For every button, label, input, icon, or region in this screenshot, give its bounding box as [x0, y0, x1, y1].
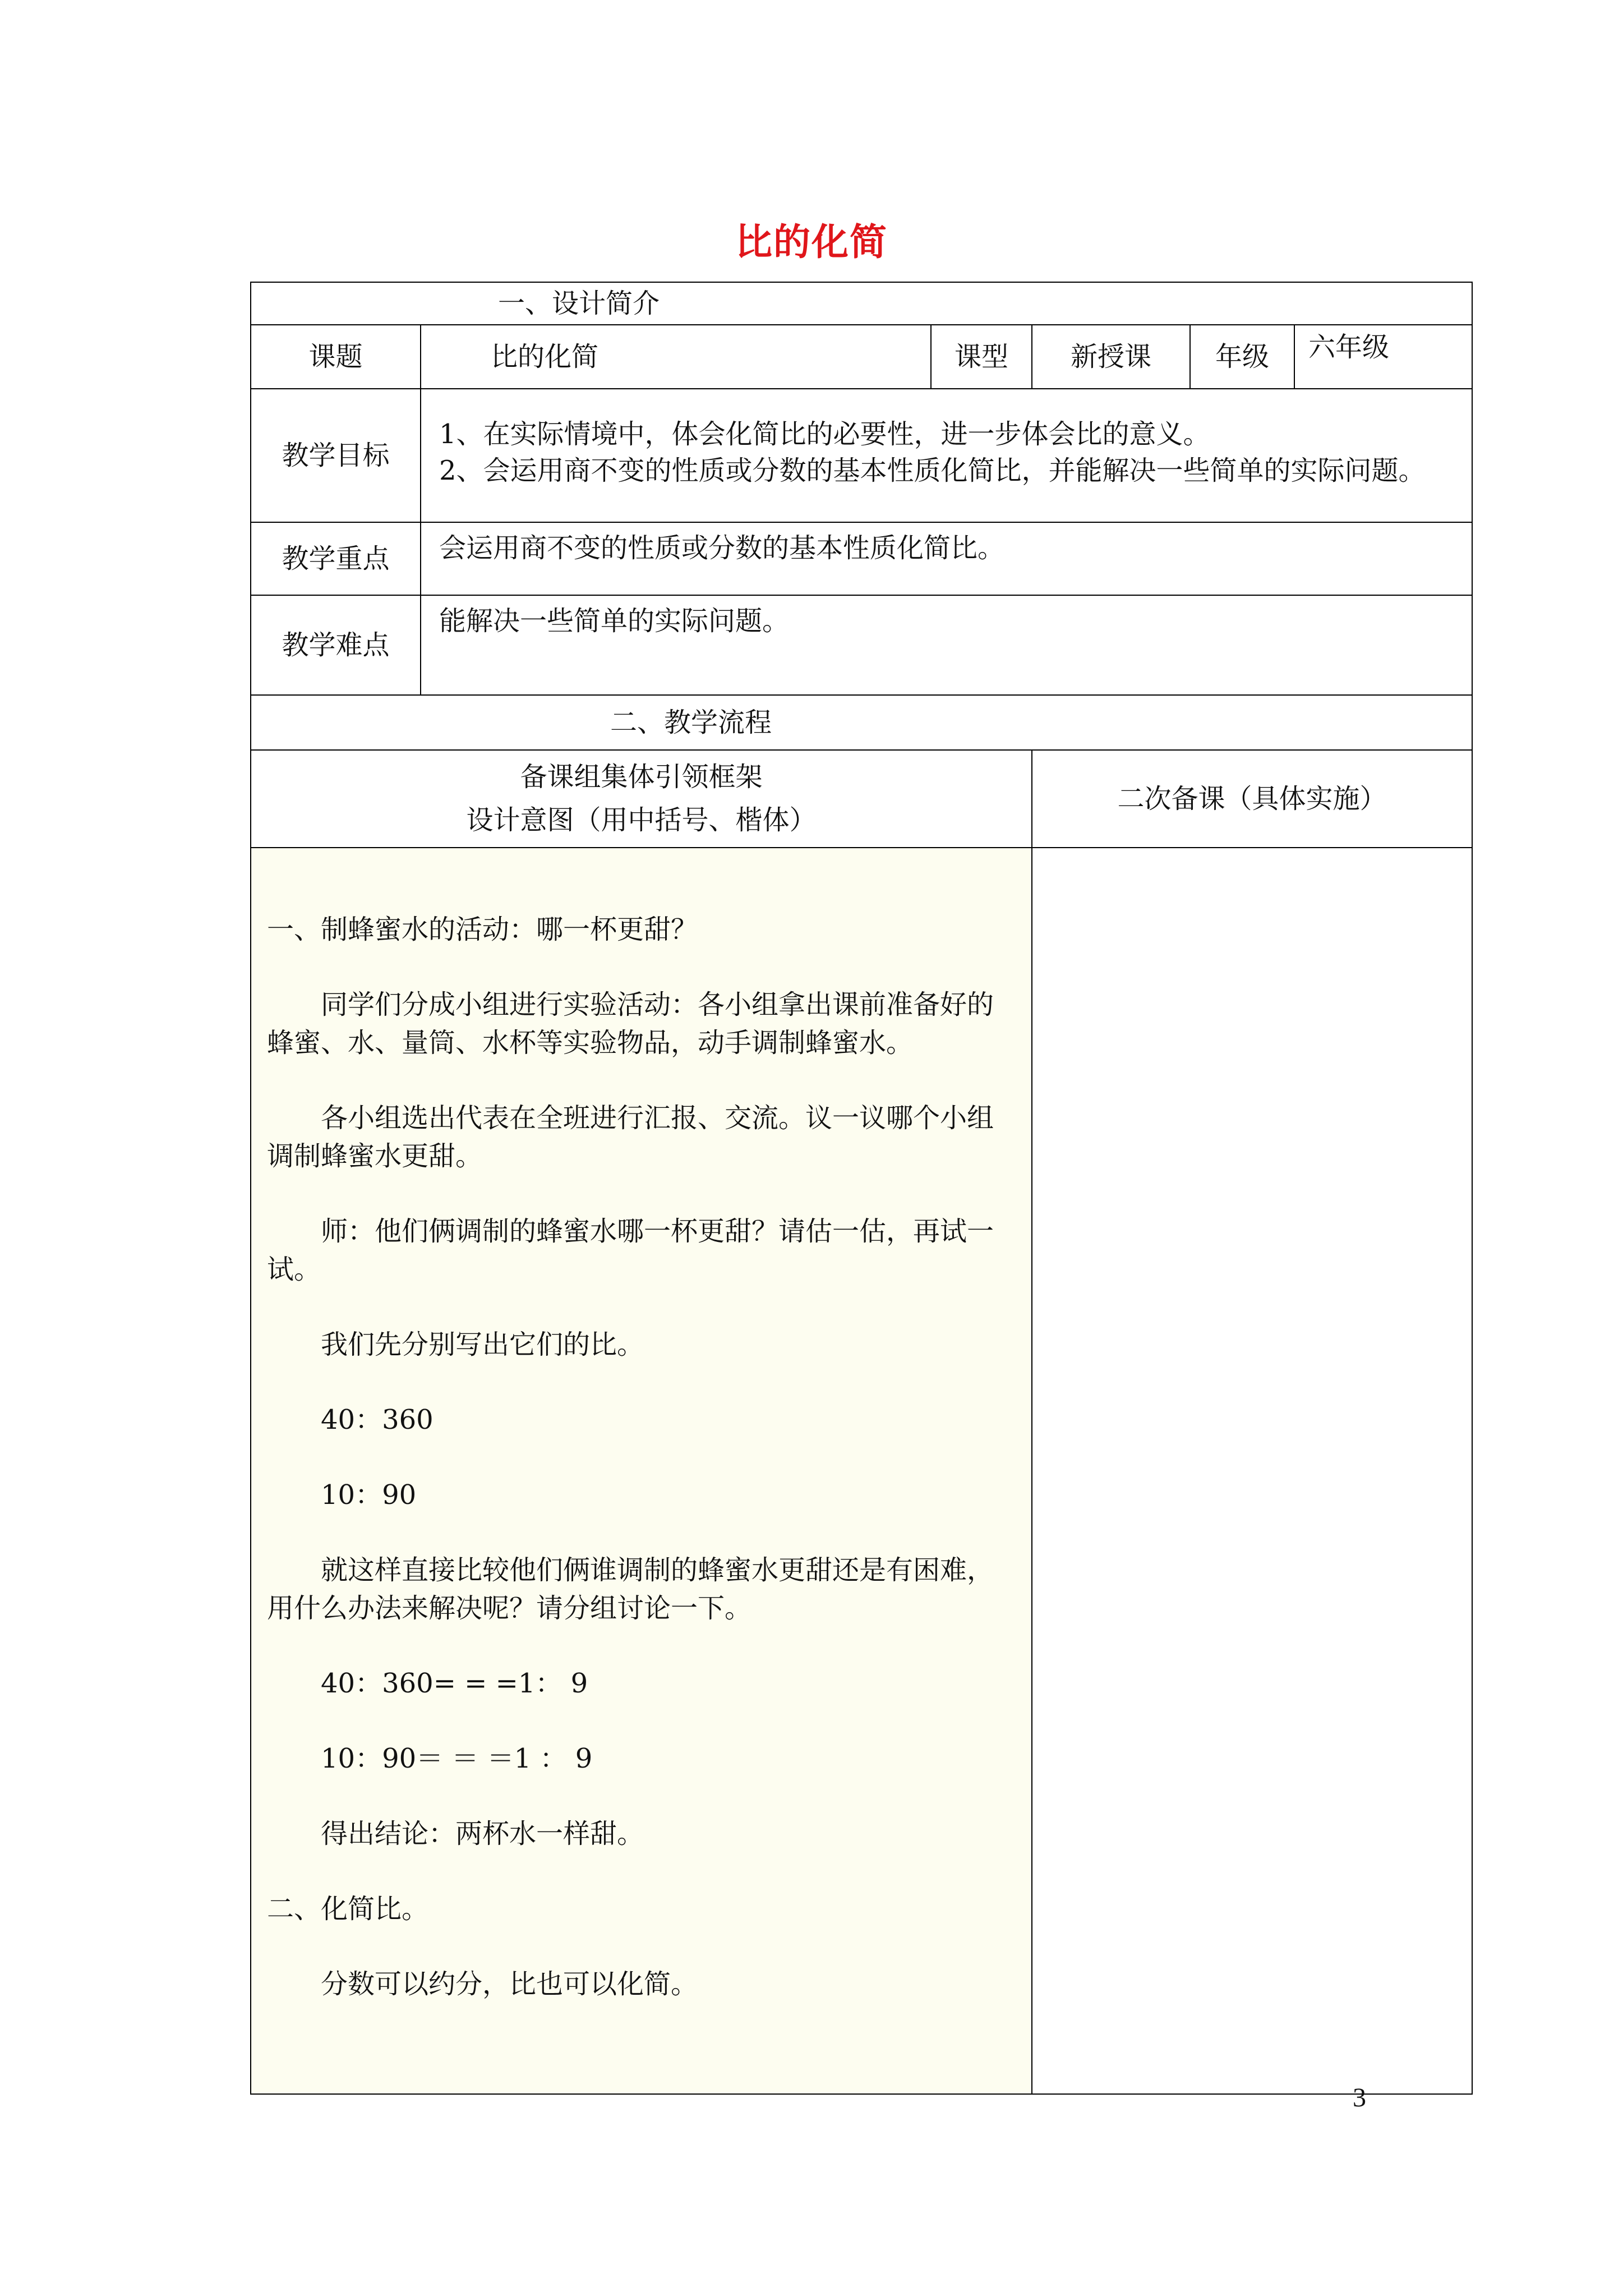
lesson-body-row: [251, 848, 1472, 2094]
topic-label: 课题: [251, 325, 421, 389]
body-paragraph: 分数可以约分，比也可以化简。: [321, 1968, 698, 2000]
topic-row: [251, 325, 1472, 389]
section1-header-row: [251, 282, 1472, 325]
section1-heading: 一、设计简介: [498, 287, 660, 319]
grade-value: 六年级: [1294, 325, 1472, 389]
frame-left-line-2: 设计意图（用中括号、楷体）: [466, 804, 817, 836]
topic-value: 比的化简: [421, 325, 931, 389]
lesson-plan-table: [250, 282, 1473, 2095]
type-value: 新授课: [1032, 325, 1190, 389]
frame-right-header: 二次备课（具体实施）: [1032, 750, 1472, 848]
lesson-body-content: [251, 848, 1032, 2094]
ratio-equation: 40：360= = =1： 9: [321, 1668, 588, 1699]
type-label: 课型: [931, 325, 1032, 389]
key-points-text: 会运用商不变的性质或分数的基本性质化简比。: [421, 522, 1472, 595]
goals-label: 教学目标: [251, 389, 421, 522]
ratio-line: 40：360: [321, 1404, 434, 1435]
goals-row: [251, 389, 1472, 522]
section2-header-row: [251, 695, 1472, 750]
page-number: 3: [1353, 2083, 1366, 2113]
second-prep-column: [1032, 848, 1472, 2094]
key-points-row: [251, 522, 1472, 595]
body-paragraph: 得出结论：两杯水一样甜。: [321, 1818, 644, 1849]
body-paragraph: 就这样直接比较他们俩谁调制的蜂蜜水更甜还是有困难，用什么办法来解决呢？请分组讨论一下。: [267, 1554, 994, 1624]
body-paragraph: 我们先分别写出它们的比。: [321, 1329, 644, 1360]
body-paragraph: 二、化简比。: [267, 1893, 429, 1925]
key-points-label: 教学重点: [251, 522, 421, 595]
goal-line-2: 2、会运用商不变的性质或分数的基本性质化简比，并能解决一些简单的实际问题。: [439, 455, 1426, 487]
frame-left-header: [251, 750, 1032, 848]
body-paragraph: 师：他们俩调制的蜂蜜水哪一杯更甜？请估一估，再试一试。: [267, 1216, 994, 1285]
page-title: 比的化简: [735, 220, 888, 264]
section2-heading: 二、教学流程: [610, 706, 772, 738]
body-paragraph: 一、制蜂蜜水的活动：哪一杯更甜？: [267, 914, 698, 945]
body-paragraph: 各小组选出代表在全班进行汇报、交流。议一议哪个小组调制蜂蜜水更甜。: [267, 1102, 994, 1172]
frame-left-line-1: 备课组集体引领框架: [520, 761, 763, 793]
difficulties-text: 能解决一些简单的实际问题。: [421, 595, 1472, 695]
goals-content: [421, 389, 1472, 522]
goal-line-1: 1、在实际情境中，体会化简比的必要性，进一步体会比的意义。: [439, 418, 1210, 450]
ratio-equation: 10：90＝ ＝ ＝1 ： 9: [321, 1743, 593, 1774]
body-paragraph: 同学们分成小组进行实验活动：各小组拿出课前准备好的蜂蜜、水、量筒、水杯等实验物品，动手调制蜂蜜水。: [267, 989, 994, 1059]
ratio-line: 10：90: [321, 1479, 417, 1511]
difficulties-label: 教学难点: [251, 595, 421, 695]
frame-header-row: [251, 750, 1472, 848]
difficulties-row: [251, 595, 1472, 695]
grade-label: 年级: [1190, 325, 1294, 389]
